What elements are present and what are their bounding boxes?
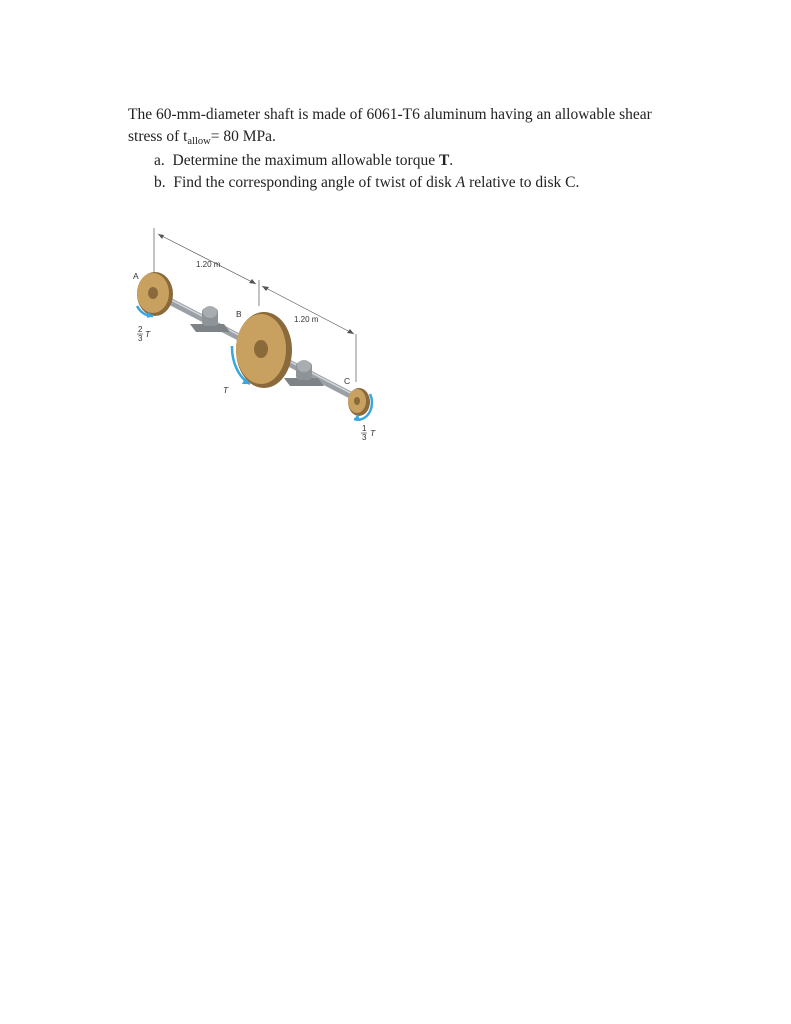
- item-b-text-1: Find the corresponding angle of twist of disk: [173, 174, 456, 191]
- dimension-bc-label: 1.20 m: [294, 315, 319, 324]
- intro-line-2: [128, 126, 768, 150]
- item-a-text: Determine the maximum allowable torque: [172, 152, 439, 169]
- item-b-end: .: [575, 174, 580, 191]
- bearing-1: [190, 306, 230, 332]
- item-b-disk-c: C: [565, 174, 576, 191]
- item-a: [154, 150, 768, 172]
- torque-b-label: T: [223, 385, 229, 395]
- shaft-figure: [128, 222, 388, 452]
- torque-c-label: [361, 424, 376, 442]
- label-b: B: [236, 309, 242, 319]
- disk-b: [236, 312, 292, 388]
- intro-line-2-prefix: stress of t: [128, 128, 188, 145]
- item-a-symbol: T: [438, 152, 450, 169]
- item-a-marker: a.: [154, 152, 165, 169]
- allow-subscript: allow: [187, 136, 211, 147]
- svg-text:3: 3: [138, 334, 143, 343]
- intro-line-2-suffix: = 80 MPa.: [210, 128, 276, 145]
- torque-a-label: [137, 325, 151, 343]
- item-b-disk-a: A: [455, 174, 466, 191]
- item-b: [154, 172, 768, 194]
- svg-text:T: T: [145, 329, 151, 339]
- disk-c: [348, 388, 370, 416]
- item-b-text-2: relative to disk: [465, 174, 566, 191]
- problem-statement: [128, 104, 768, 194]
- item-b-marker: b.: [154, 174, 166, 191]
- item-a-end: .: [449, 152, 454, 169]
- svg-text:T: T: [370, 428, 376, 438]
- label-a: A: [133, 271, 139, 281]
- svg-text:3: 3: [362, 433, 367, 442]
- intro-line-1: The 60-mm-diameter shaft is made of 6061-T6 aluminum having an allowable shear: [128, 106, 652, 123]
- disk-a: [137, 272, 173, 316]
- dimension-ab-label: 1.20 m: [196, 260, 221, 269]
- svg-text:2: 2: [138, 325, 143, 334]
- svg-text:1: 1: [362, 424, 367, 433]
- label-c: C: [344, 376, 351, 386]
